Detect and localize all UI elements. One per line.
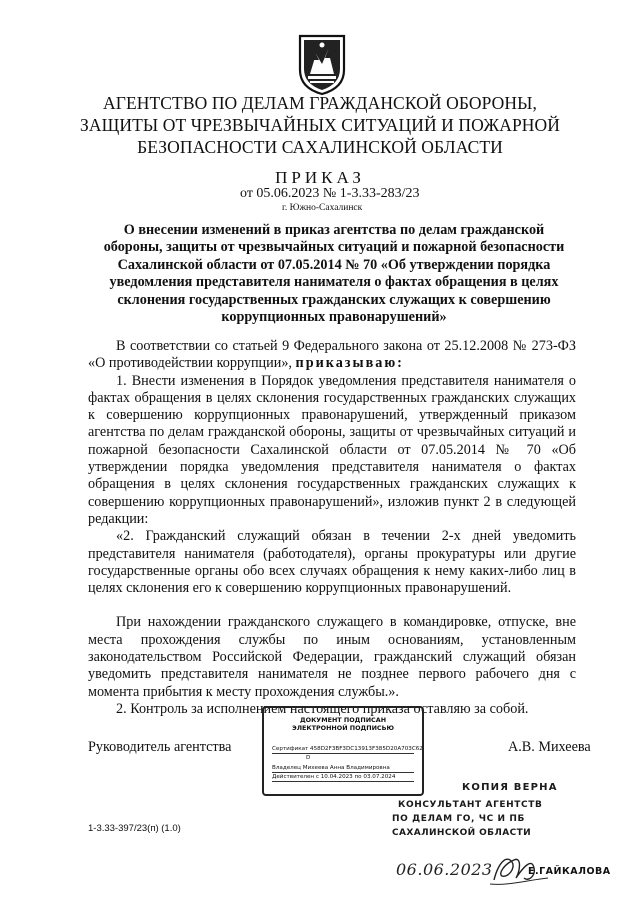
- subject-line: уведомления представителя нанимателя о фактах обращения в целях: [109, 274, 559, 291]
- agency-line: БЕЗОПАСНОСТИ САХАЛИНСКОЙ ОБЛАСТИ: [137, 137, 503, 157]
- stamp-title: [264, 716, 422, 732]
- handwritten-date: 06.06.2023: [396, 860, 493, 879]
- sakhalin-coat-of-arms-icon: [296, 34, 348, 96]
- stamp-validity: Действителен с 10.04.2023 по 03.07.2024: [272, 774, 396, 780]
- agency-line: ЗАЩИТЫ ОТ ЧРЕЗВЫЧАЙНЫХ СИТУАЦИЙ И ПОЖАРНОЙ: [80, 115, 560, 135]
- agency-name: [60, 92, 580, 158]
- stamp-title-line: ДОКУМЕНТ ПОДПИСАН: [299, 716, 387, 724]
- signatory-name: А.В. Михеева: [508, 739, 591, 755]
- stamp-title-line: ЭЛЕКТРОННОЙ ПОДПИСЬЮ: [292, 724, 394, 732]
- subject-line: обороны, защиты от чрезвычайных ситуаций и пожарной безопасности: [103, 239, 565, 256]
- document-body: [88, 338, 576, 718]
- document-date-number: от 05.06.2023 № 1-3.33-283/23: [240, 186, 420, 201]
- copy-stamp-line: КОПИЯ ВЕРНА: [462, 782, 558, 793]
- subject-line: Сахалинской области от 07.05.2014 № 70 «Об утверждении порядка: [117, 256, 551, 273]
- quote-paragraph-2: При нахождении гражданского служащего в командировке, отпуске, вне места прохождения службы по иным основаниям, установленным законодательством Российской Федерации, гражданский служащий обязан уведомить представителя нанимателя не позднее первого рабочего дня с момента прибытия к месту прохождения службы.».: [88, 614, 576, 700]
- item-1: 1. Внести изменения в Порядок уведомления представителя нанимателя о фактах обращения в целях склонения государственных гражданских служащих к совершению коррупционных правонарушений, утвержденный приказом агентства по делам гражданской обороны, защиты от чрезвычайных ситуаций и пожарной безопасности Сахалинской области от 07.05.2014 № 70 «Об утверждении порядка уведомления представителя нанимателя о фактах обращения в целях склонения государственных гражданских служащих к совершению коррупционных правонарушений», изложив пункт 2 в следующей редакции:: [88, 372, 576, 527]
- stamp-rule: [272, 781, 414, 782]
- intro-paragraph: [88, 338, 576, 373]
- signer-name: Е.ГАЙКАЛОВА: [528, 866, 611, 877]
- registration-number: 1-3.33-397/23(п) (1.0): [88, 823, 181, 834]
- copy-stamp-line: ПО ДЕЛАМ ГО, ЧС И ПБ: [392, 814, 526, 824]
- stamp-owner: Владелец Михеева Анна Владимировна: [272, 765, 390, 771]
- subject-line: О внесении изменений в приказ агентства по делам гражданской: [123, 222, 545, 238]
- copy-stamp-line: САХАЛИНСКОЙ ОБЛАСТИ: [392, 828, 532, 838]
- stamp-certificate: Сертификат 458D2F3BF3DC13913F385D20A703C62: [272, 746, 423, 752]
- quote-paragraph-1: «2. Гражданский служащий обязан в течении 2-х дней уведомить представителя нанимателя (работодателя), органы прокуратуры или другие государственные органы обо всех случаях обращения к нему каких-либо лиц в целях склонения его к совершению коррупционных правонарушений.: [88, 528, 576, 597]
- stamp-rule: [272, 772, 414, 773]
- document-subject: [86, 222, 582, 326]
- item-2: 2. Контроль за исполнением настоящего приказа оставляю за собой.: [116, 700, 529, 717]
- order-word: приказываю:: [295, 355, 404, 372]
- copy-stamp-line: КОНСУЛЬТАНТ АГЕНТСТВ: [398, 800, 543, 810]
- intro-text: В соответствии со статьей 9 Федерального закона от 25.12.2008 № 273-ФЗ «О противодействии коррупции»,: [88, 338, 576, 372]
- stamp-certificate-cont: D: [306, 755, 311, 761]
- document-type: ПРИКАЗ: [275, 168, 365, 187]
- stamp-rule: [272, 753, 414, 754]
- document-city: г. Южно-Сахалинск: [282, 203, 363, 213]
- electronic-signature-stamp: [262, 706, 424, 796]
- agency-line: АГЕНТСТВО ПО ДЕЛАМ ГРАЖДАНСКОЙ ОБОРОНЫ,: [103, 93, 537, 113]
- subject-line: склонения государственных гражданских служащих к совершению: [117, 291, 551, 308]
- signatory-role: Руководитель агентства: [88, 739, 232, 755]
- subject-line: коррупционных правонарушений»: [221, 309, 447, 326]
